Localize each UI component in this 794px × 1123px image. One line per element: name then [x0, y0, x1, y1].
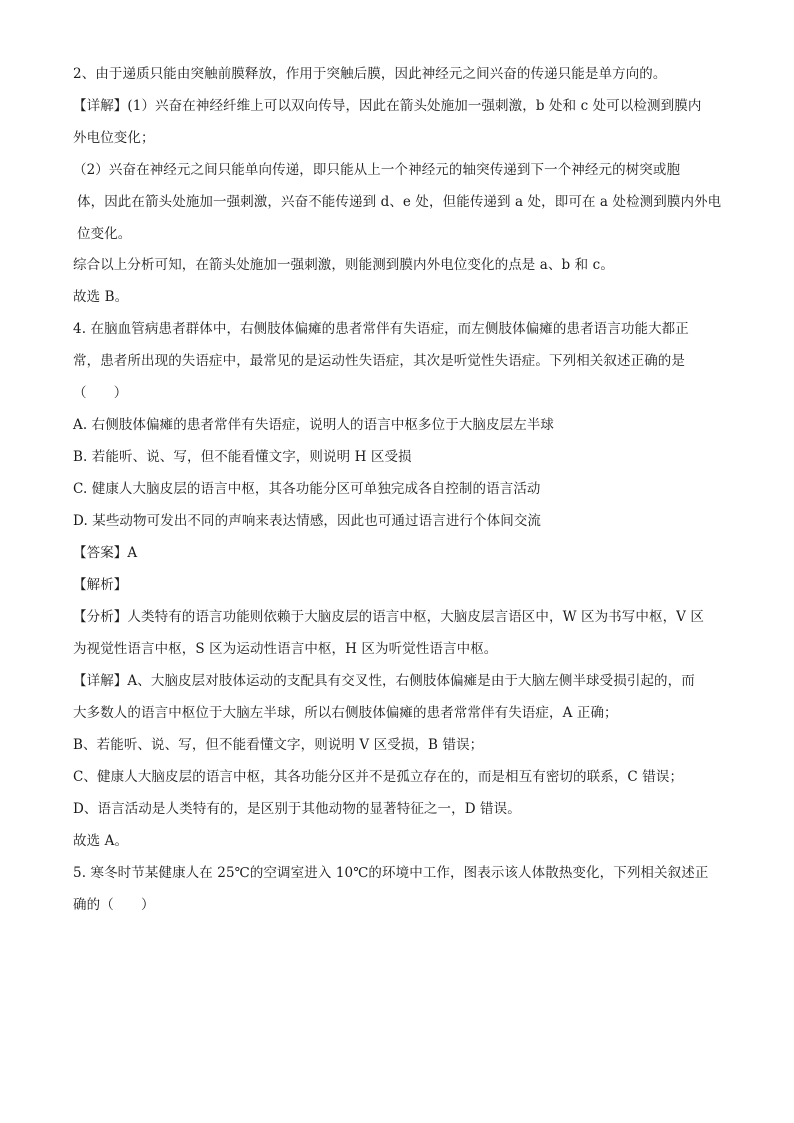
question-stem: （ ） [73, 385, 128, 401]
text-line: 为视觉性语言中枢，S 区为运动性语言中枢，H 区为听觉性语言中枢。 [73, 641, 498, 657]
text-line: 故选 B。 [73, 289, 129, 305]
text-line: 【详解】(1）兴奋在神经纤维上可以双向传导，因此在箭头处施加一强刺激，b 处和 c 处可以检测到膜内 [73, 98, 702, 114]
text-line: 外电位变化； [73, 130, 155, 146]
text-line: C、健康人大脑皮层的语言中枢，其各功能分区并不是孤立存在的，而是相互有密切的联系，C 错误； [73, 769, 684, 785]
text-line: 【分析】人类特有的语言功能则依赖于大脑皮层的语言中枢，大脑皮层言语区中，W 区为书写中枢，V 区 [73, 609, 705, 625]
text-line: 大多数人的语言中枢位于大脑左半球，所以右侧肢体偏瘫的患者常常伴有失语症，A 正确； [73, 705, 618, 721]
text-line: 位变化。 [77, 226, 132, 242]
question-stem: 4. 在脑血管病患者群体中，右侧肢体偏瘫的患者常伴有失语症，而左侧肢体偏瘫的患者语言功能大都正 [73, 321, 689, 337]
text-line: 故选 A。 [73, 833, 129, 849]
text-line: （2）兴奋在神经元之间只能单向传递，即只能从上一个神经元的轴突传递到下一个神经元的树突或胞 [73, 162, 681, 178]
answer-label: 【答案】A [73, 545, 138, 561]
question-stem: 5. 寒冬时节某健康人在 25℃的空调室进入 10℃的环境中工作，图表示该人体散热变化，下列相关叙述正 [73, 865, 709, 881]
question-stem: 确的（ ） [73, 897, 155, 913]
text-line: 2、由于递质只能由突触前膜释放，作用于突触后膜，因此神经元之间兴奋的传递只能是单方向的。 [73, 66, 667, 82]
question-stem: 常，患者所出现的失语症中，最常见的是运动性失语症，其次是听觉性失语症。下列相关叙述正确的是 [73, 353, 685, 369]
text-line: D、语言活动是人类特有的，是区别于其他动物的显著特征之一，D 错误。 [73, 801, 521, 817]
option-c: C. 健康人大脑皮层的语言中枢，其各功能分区可单独完成各自控制的语言活动 [73, 481, 541, 497]
option-d: D. 某些动物可发出不同的声响来表达情感，因此也可通过语言进行个体间交流 [73, 513, 542, 529]
analysis-label: 【解析】 [73, 577, 128, 593]
option-b: B. 若能听、说、写，但不能看懂文字，则说明 H 区受损 [73, 449, 412, 465]
option-a: A. 右侧肢体偏瘫的患者常伴有失语症，说明人的语言中枢多位于大脑皮层左半球 [73, 417, 555, 433]
text-line: 【详解】A、大脑皮层对肢体运动的支配具有交叉性，右侧肢体偏瘫是由于大脑左侧半球受损引起的，而 [73, 673, 695, 689]
text-line: 综合以上分析可知，在箭头处施加一强刺激，则能测到膜内外电位变化的点是 a、b 和 c。 [73, 257, 614, 273]
text-line: B、若能听、说、写，但不能看懂文字，则说明 V 区受损，B 错误； [73, 737, 484, 753]
text-line: 体，因此在箭头处施加一强刺激，兴奋不能传递到 d、e 处，但能传递到 a 处，即可在 a 处检测到膜内外电 [77, 194, 722, 210]
